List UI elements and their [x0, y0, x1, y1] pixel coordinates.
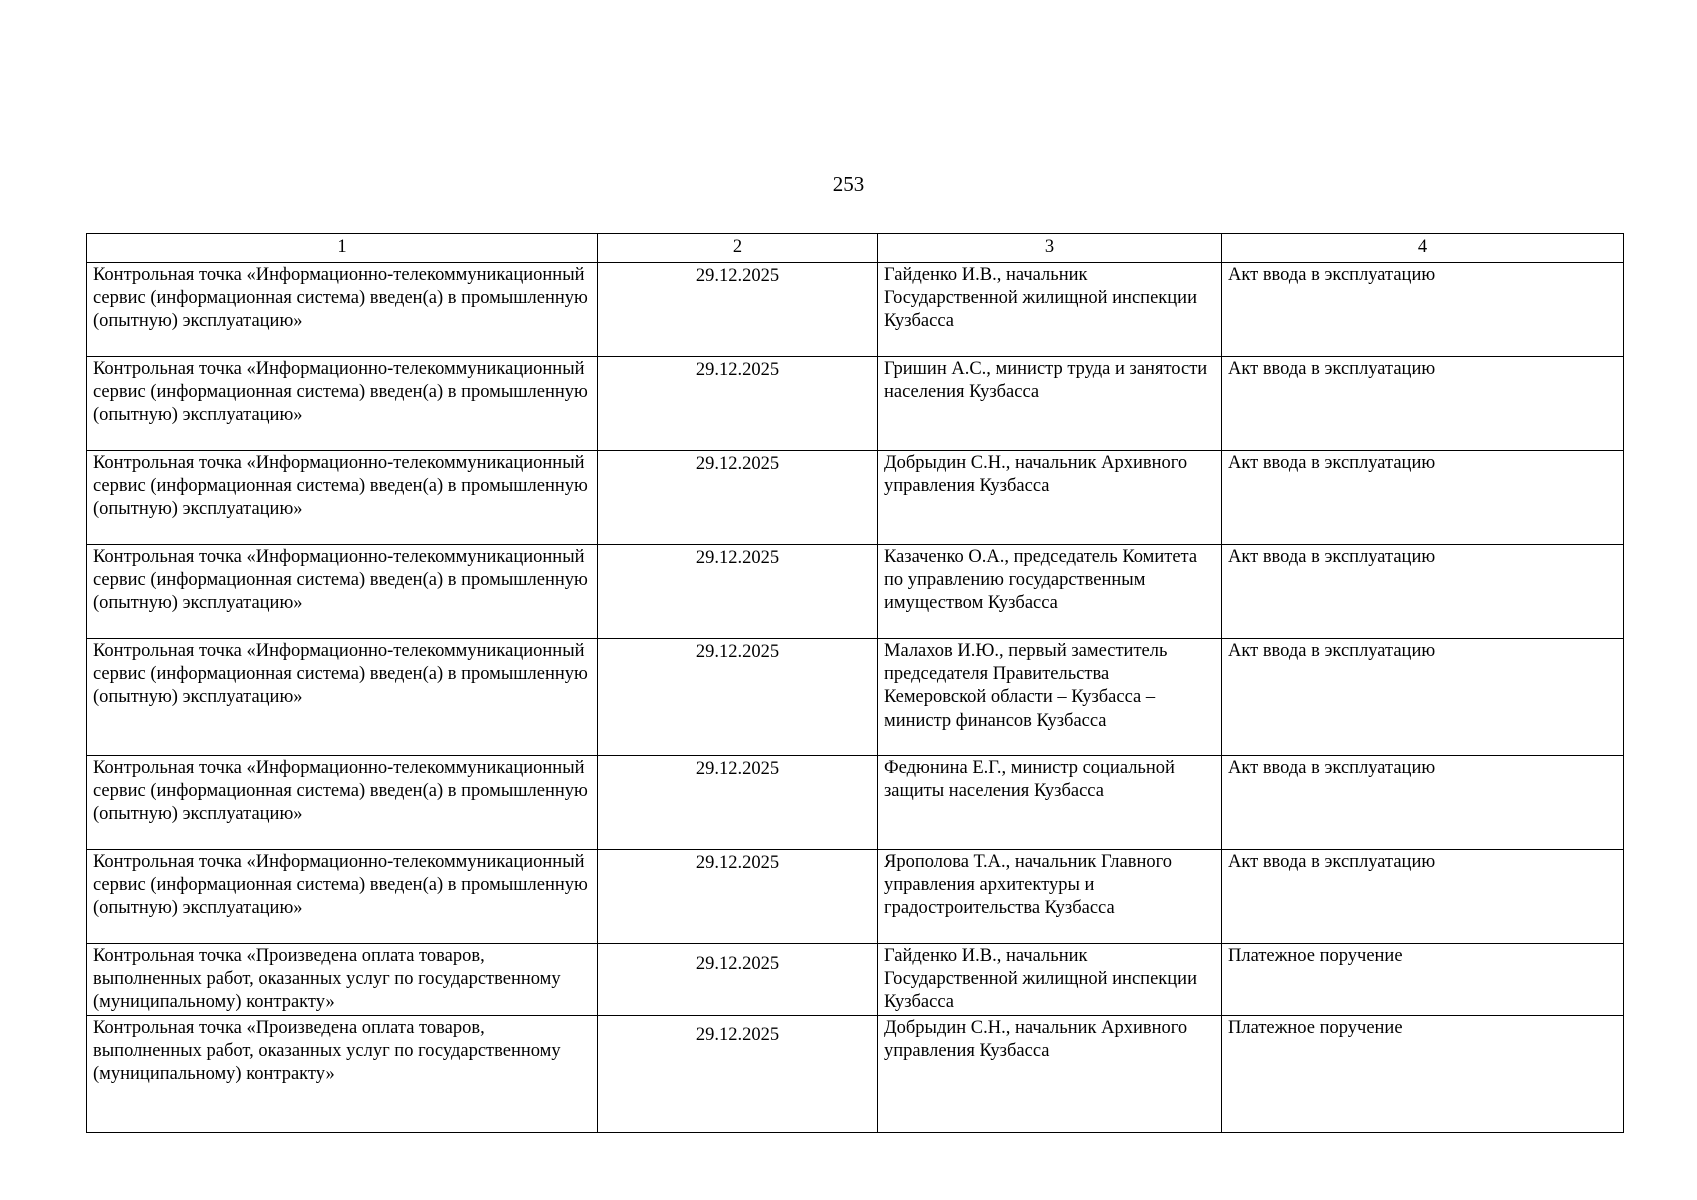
table-row	[87, 944, 1624, 1016]
cell-document: Акт ввода в эксплуатацию	[1222, 756, 1624, 850]
table-row	[87, 639, 1624, 756]
cell-responsible: Гришин А.С., министр труда и занятости населения Кузбасса	[878, 357, 1222, 451]
cell-document: Акт ввода в эксплуатацию	[1222, 263, 1624, 357]
cell-document: Платежное поручение	[1222, 1015, 1624, 1132]
table-row	[87, 1015, 1624, 1132]
cell-date: 29.12.2025	[598, 944, 878, 1016]
page-number: 253	[832, 172, 865, 196]
cell-date: 29.12.2025	[598, 756, 878, 850]
table-row	[87, 357, 1624, 451]
cell-responsible: Казаченко О.А., председатель Комитета по управлению государственным имуществом Кузбасса	[878, 545, 1222, 639]
cell-control-point: Контрольная точка «Произведена оплата товаров, выполненных работ, оказанных услуг по государственному (муниципальному) контракту»	[87, 1015, 598, 1132]
cell-document: Акт ввода в эксплуатацию	[1222, 850, 1624, 944]
table-row	[87, 545, 1624, 639]
cell-document: Акт ввода в эксплуатацию	[1222, 451, 1624, 545]
cell-date: 29.12.2025	[598, 850, 878, 944]
column-header-1: 1	[87, 234, 598, 263]
cell-control-point: Контрольная точка «Информационно-телекоммуникационный сервис (информационная система) введен(а) в промышленную (опытную) эксплуатацию»	[87, 850, 598, 944]
table-row	[87, 756, 1624, 850]
cell-control-point: Контрольная точка «Информационно-телекоммуникационный сервис (информационная система) введен(а) в промышленную (опытную) эксплуатацию»	[87, 545, 598, 639]
cell-document: Акт ввода в эксплуатацию	[1222, 545, 1624, 639]
cell-control-point: Контрольная точка «Информационно-телекоммуникационный сервис (информационная система) введен(а) в промышленную (опытную) эксплуатацию»	[87, 451, 598, 545]
cell-date: 29.12.2025	[598, 263, 878, 357]
table-row	[87, 263, 1624, 357]
cell-document: Платежное поручение	[1222, 944, 1624, 1016]
cell-responsible: Добрыдин С.Н., начальник Архивного управления Кузбасса	[878, 1015, 1222, 1132]
column-header-4: 4	[1222, 234, 1624, 263]
cell-date: 29.12.2025	[598, 545, 878, 639]
cell-responsible: Ярополова Т.А., начальник Главного управления архитектуры и градостроительства Кузбасса	[878, 850, 1222, 944]
cell-date: 29.12.2025	[598, 1015, 878, 1132]
cell-control-point: Контрольная точка «Информационно-телекоммуникационный сервис (информационная система) введен(а) в промышленную (опытную) эксплуатацию»	[87, 639, 598, 756]
cell-date: 29.12.2025	[598, 357, 878, 451]
cell-control-point: Контрольная точка «Информационно-телекоммуникационный сервис (информационная система) введен(а) в промышленную (опытную) эксплуатацию»	[87, 263, 598, 357]
cell-date: 29.12.2025	[598, 639, 878, 756]
cell-responsible: Малахов И.Ю., первый заместитель председателя Правительства Кемеровской области – Кузбасса – министр финансов Кузбасса	[878, 639, 1222, 756]
cell-control-point: Контрольная точка «Информационно-телекоммуникационный сервис (информационная система) введен(а) в промышленную (опытную) эксплуатацию»	[87, 756, 598, 850]
cell-control-point: Контрольная точка «Произведена оплата товаров, выполненных работ, оказанных услуг по государственному (муниципальному) контракту»	[87, 944, 598, 1016]
cell-document: Акт ввода в эксплуатацию	[1222, 357, 1624, 451]
table-row	[87, 451, 1624, 545]
cell-responsible: Гайденко И.В., начальник Государственной жилищной инспекции Кузбасса	[878, 944, 1222, 1016]
cell-date: 29.12.2025	[598, 451, 878, 545]
control-points-table	[86, 233, 1624, 1133]
cell-responsible: Добрыдин С.Н., начальник Архивного управления Кузбасса	[878, 451, 1222, 545]
cell-control-point: Контрольная точка «Информационно-телекоммуникационный сервис (информационная система) введен(а) в промышленную (опытную) эксплуатацию»	[87, 357, 598, 451]
table-header-row	[87, 234, 1624, 263]
cell-document: Акт ввода в эксплуатацию	[1222, 639, 1624, 756]
cell-responsible: Гайденко И.В., начальник Государственной жилищной инспекции Кузбасса	[878, 263, 1222, 357]
column-header-3: 3	[878, 234, 1222, 263]
table-row	[87, 850, 1624, 944]
cell-responsible: Федюнина Е.Г., министр социальной защиты населения Кузбасса	[878, 756, 1222, 850]
column-header-2: 2	[598, 234, 878, 263]
